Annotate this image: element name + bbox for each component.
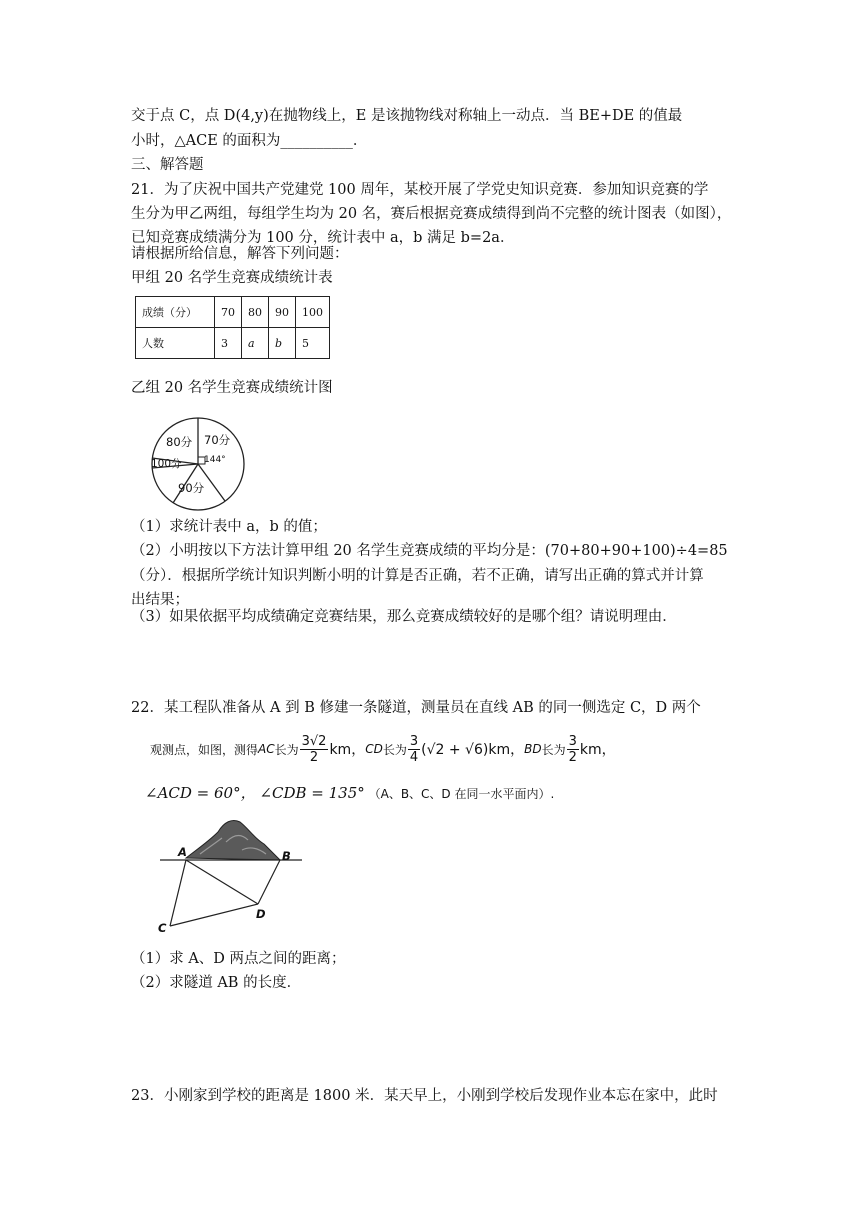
pie-angle-label: 144°	[204, 455, 226, 465]
text-line: 交于点 C，点 D(4,y)在抛物线上，E 是该抛物线对称轴上一动点．当 BE+DE 的值最	[131, 108, 683, 124]
geometry-svg	[156, 814, 306, 934]
formula-var: CD	[365, 742, 383, 756]
geometry-figure	[156, 814, 306, 934]
formula-angle: ∠CDB = 135°	[259, 784, 365, 802]
formula-text: 长为	[541, 742, 566, 757]
point-label: C	[158, 921, 167, 935]
question-2: （2）求隧道 AB 的长度．	[131, 975, 302, 991]
formula-line	[150, 726, 616, 772]
text-line: 已知竞赛成绩满分为 100 分，统计表中 a，b 满足 b=2a．	[131, 230, 515, 246]
text-line: （分）．根据所学统计知识判断小明的计算是否正确，若不正确，请写出正确的算式并计算	[131, 568, 704, 584]
question-1: （1）求 A、D 两点之间的距离；	[131, 951, 346, 967]
fraction: $\frac{3}{4}$	[409, 733, 419, 765]
pie-chart	[148, 414, 248, 514]
question-1: （1）求统计表中 a，b 的值；	[131, 519, 327, 535]
table-header-cell: 成绩（分）	[136, 297, 215, 328]
text-line: 出结果；	[131, 592, 189, 608]
text-line: 小时，△ACE 的面积为__________．	[131, 133, 368, 149]
pie-label: 90分	[178, 481, 205, 495]
question-2: （2）小明按以下方法计算甲组 20 名学生竞赛成绩的平均分是：(70+80+90+100)÷4=85	[131, 543, 728, 559]
score-table	[135, 296, 330, 359]
formula-text: 观测点，如图，测得	[150, 742, 259, 757]
angle-line	[145, 782, 554, 803]
table-cell: b	[269, 328, 296, 359]
table-header-cell: 100	[296, 297, 330, 328]
point-label: A	[178, 845, 187, 859]
table-header-cell: 90	[269, 297, 296, 328]
problem-23-text: 23．小刚家到学校的距离是 1800 米．某天早上，小刚到学校后发现作业本忘在家中，此时	[131, 1088, 718, 1104]
chart-caption: 乙组 20 名学生竞赛成绩统计图	[131, 380, 333, 396]
section-heading: 三、解答题	[131, 157, 204, 173]
segment-cd	[170, 904, 258, 926]
problem-21-text: 21．为了庆祝中国共产党建党 100 周年，某校开展了学党史知识竞赛．参加知识竞赛的学	[131, 182, 709, 198]
text-line: 请根据所给信息，解答下列问题：	[131, 246, 349, 262]
table-cell: 人数	[136, 328, 215, 359]
table-header-cell: 70	[215, 297, 242, 328]
segment-db	[258, 860, 280, 904]
question-3: （3）如果依据平均成绩确定竞赛结果，那么竞赛成绩较好的是哪个组？请说明理由．	[131, 609, 677, 625]
table-cell: 5	[296, 328, 330, 359]
formula-note: （A、B、C、D 在同一水平面内）.	[368, 787, 555, 801]
formula-text: 长为	[274, 742, 299, 757]
pie-label: 80分	[166, 435, 193, 449]
fraction: $\frac{3√2}{2}$	[301, 733, 327, 765]
text-line: 生分为甲乙两组，每组学生均为 20 名，赛后根据竞赛成绩得到尚不完整的统计图表（如图），	[131, 206, 732, 222]
point-label: B	[282, 849, 291, 863]
point-label: D	[256, 907, 266, 921]
table-cell: 3	[215, 328, 242, 359]
formula-text: (√2 + √6)km，	[421, 742, 525, 758]
table-caption: 甲组 20 名学生竞赛成绩统计表	[131, 270, 333, 286]
segment-ac	[170, 860, 186, 926]
problem-22-text: 22．某工程队准备从 A 到 B 修建一条隧道，测量员在直线 AB 的同一侧选定 C，D 两个	[131, 700, 701, 716]
pie-label: 70分	[204, 433, 231, 447]
table-header-cell: 80	[242, 297, 269, 328]
pie-label: 100分	[151, 458, 182, 470]
table-cell: a	[242, 328, 269, 359]
formula-text: km，	[329, 742, 366, 758]
formula-text: km，	[579, 742, 616, 758]
formula-var: BD	[524, 742, 542, 756]
formula-text: 长为	[382, 742, 407, 757]
formula-var: AC	[258, 742, 275, 756]
segment-ad	[186, 860, 258, 904]
formula-angle: ∠ACD = 60°，	[145, 784, 256, 802]
fraction: $\frac{3}{2}$	[568, 733, 577, 765]
